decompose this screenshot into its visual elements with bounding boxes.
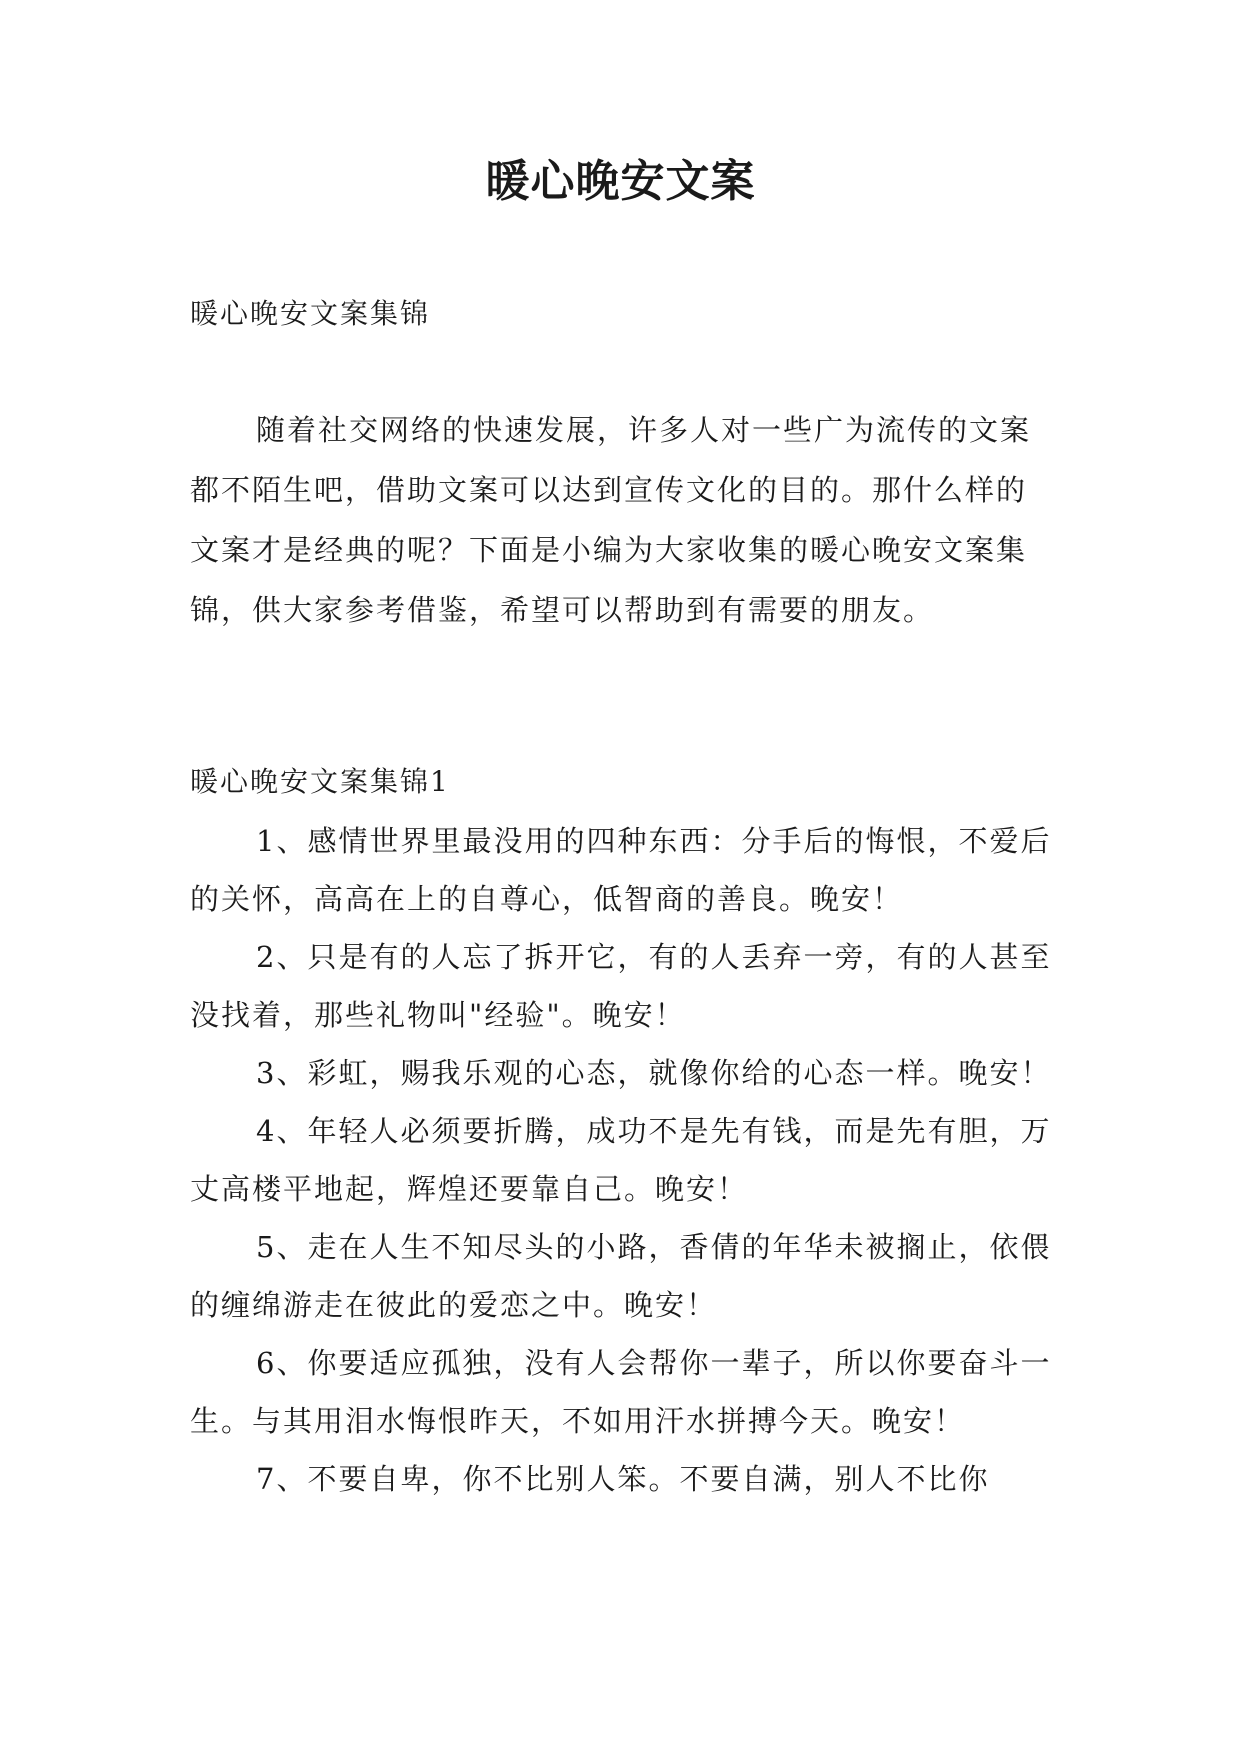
quote-list	[190, 812, 1052, 1508]
intro-paragraph: 随着社交网络的快速发展，许多人对一些广为流传的文案都不陌生吧，借助文案可以达到宣传文化的目的。那什么样的文案才是经典的呢？下面是小编为大家收集的暖心晚安文案集锦，供大家参考借鉴，希望可以帮助到有需要的朋友。	[190, 413, 1032, 627]
list-item: 1、感情世界里最没用的四种东西：分手后的悔恨，不爱后的关怀，高高在上的自尊心，低智商的善良。晚安！	[190, 824, 1052, 916]
list-item: 6、你要适应孤独，没有人会帮你一辈子，所以你要奋斗一生。与其用泪水悔恨昨天，不如用汗水拼搏今天。晚安！	[190, 1346, 1052, 1438]
list-item: 2、只是有的人忘了拆开它，有的人丢弃一旁，有的人甚至没找着，那些礼物叫"经验"。晚安！	[190, 940, 1052, 1032]
list-item: 5、走在人生不知尽头的小路，香倩的年华未被搁止，依偎的缠绵游走在彼此的爱恋之中。晚安！	[190, 1230, 1052, 1322]
list-item: 7、不要自卑，你不比别人笨。不要自满，别人不比你	[256, 1462, 990, 1496]
section-heading: 暖心晚安文案集锦1	[190, 765, 450, 798]
list-item: 3、彩虹，赐我乐观的心态，就像你给的心态一样。晚安！	[256, 1056, 1052, 1090]
list-item: 4、年轻人必须要折腾，成功不是先有钱，而是先有胆，万丈高楼平地起，辉煌还要靠自己。晚安！	[190, 1114, 1052, 1206]
document-subtitle: 暖心晚安文案集锦	[190, 297, 431, 330]
document-title: 暖心晚安文案	[485, 156, 756, 207]
